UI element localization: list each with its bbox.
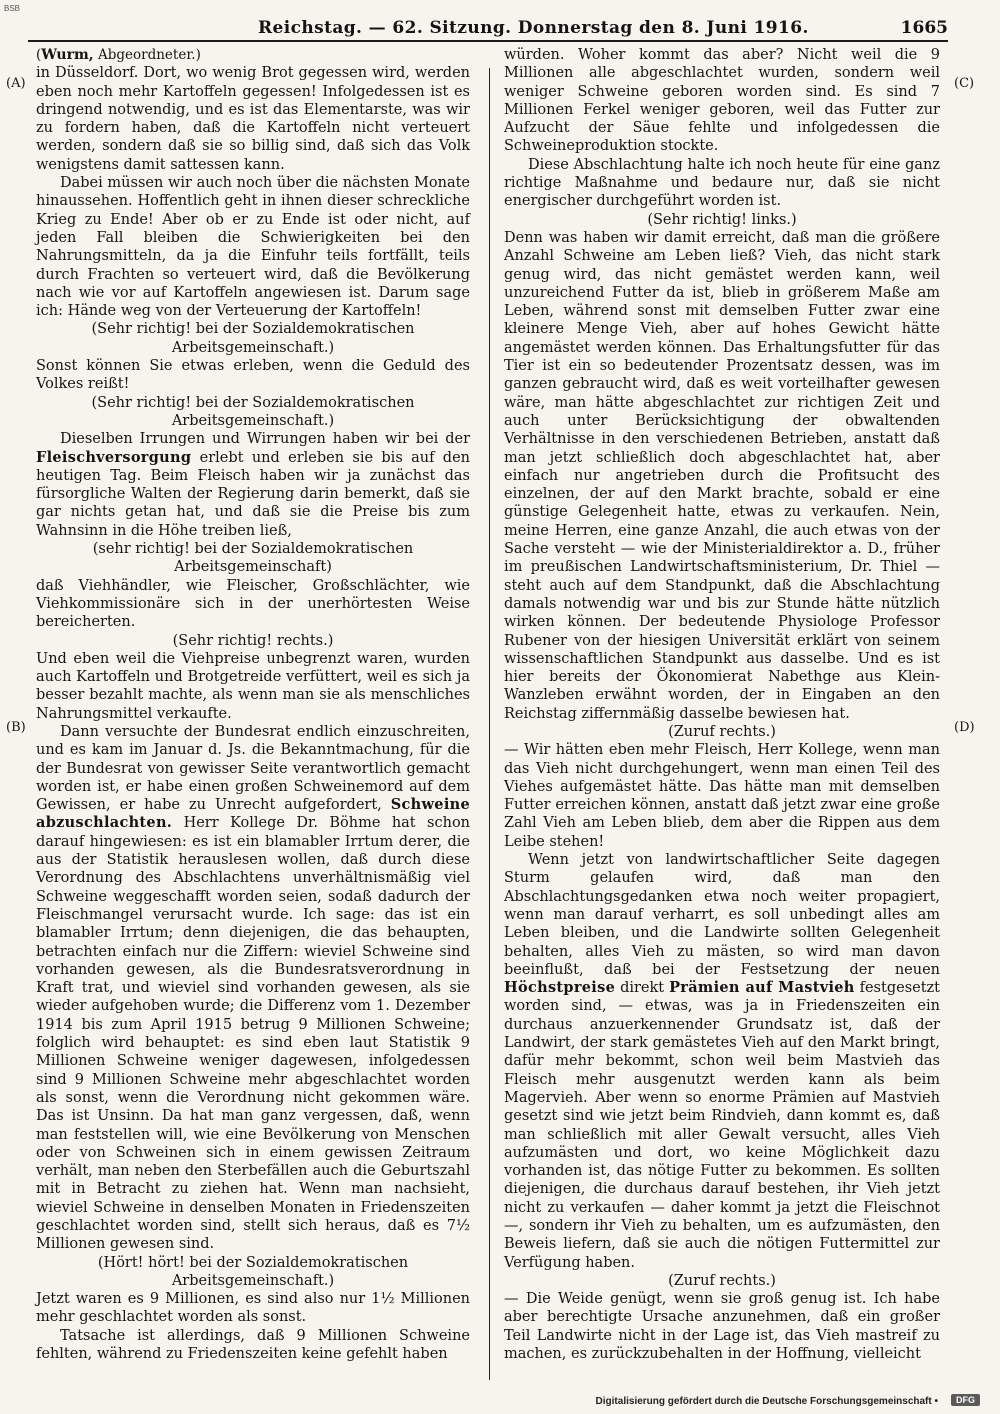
running-header <box>20 12 948 42</box>
paragraph <box>36 430 470 540</box>
paragraph: — Wir hätten eben mehr Fleisch, Herr Kollege, wenn man das Vieh nicht durchgehungert, wenn man einen Teil des Viehes aufgemästet hätte. Das hätte man mit demselben Futter erreichen können, anstatt daß jetzt zwar eine große Zahl Vieh am Leben blieb, dem aber die Rippen aus dem Leibe stehen! <box>504 742 940 850</box>
emphasis-term: Fleischversorgung <box>36 448 192 466</box>
paragraph: Sonst können Sie etwas erleben, wenn die Geduld des Volkes reißt! <box>36 358 470 393</box>
margin-letter-d: (D) <box>954 720 975 735</box>
text-run: Herr Kollege Dr. Böhme hat schon darauf hingewiesen: es ist ein blamabler Irrtum derer, die aus der Statistik herauslesen wollen, daß durch diese Verordnung des Abschlachtens unverhältnismäßig viel Schweine weggeschafft worden seien, sodaß dadurch der Fleischmangel verursacht wurde. Ich sage: das ist ein blamabler Irrtum; denn diejenigen, die das behaupten, betrachten einfach nur die Ziffern: wieviel Schweine sind vorhanden gewesen, als die Bundesratsverordnung in Kraft trat, und wieviel sind vorhanden gewesen, als sie wieder aufgehoben wurde; die Differenz vom 1. Dezember 1914 bis zum April 1915 betrug 9 Millionen Schweine; folglich wird behauptet: es sind eben laut Statistik 9 Millionen Schweine weniger dagewesen, infolgedessen sind 9 Millionen Schweine mehr abgeschlachtet worden als sonst, wenn die Verordnung nicht gekommen wäre. Das ist Unsinn. Da hat man ganz vergessen, daß, wenn man feststellen will, wie eine Bevölkerung von Menschen oder von Schweinen sich in einem gewissen Zeitraum verhält, man neben den Sterbefällen auch die Geburtszahl mit in Betracht zu ziehen hat. Wenn man nachsieht, wieviel Schweine in denselben Monaten in Friedenszeiten geschlachtet worden sind, stellt sich heraus, daß es 7½ Millionen gewesen sind. <box>36 815 471 1253</box>
page-number: 1665 <box>900 18 948 38</box>
paragraph: Tatsache ist allerdings, daß 9 Millionen Schweine fehlten, während zu Friedenszeiten keine gefehlt haben <box>36 1327 470 1363</box>
speaker-line: (Wurm, Abgeordneter.) <box>36 47 201 63</box>
header-rule <box>28 40 948 42</box>
library-mark: BSB <box>4 4 21 13</box>
paragraph: Dabei müssen wir auch noch über die nächsten Monate hinaussehen. Hoffentlich geht in ihnen dieser schreckliche Krieg zu Ende! Aber ob er zu Ende ist oder nicht, auf jeden Fall bleiben die Schwierigkeiten bei den Nahrungsmitteln, da ja die Einfuhr teils fortfällt, teils durch Frachten so verteuert wird, daß die Bevölkerung nach wie vor auf Kartoffeln angewiesen ist. Darum sage ich: Hände weg von der Verteuerung der Kartoffeln! <box>36 175 470 320</box>
paragraph <box>504 851 940 1272</box>
paragraph: in Düsseldorf. Dort, wo wenig Brot gegessen wird, werden eben noch mehr Kartoffeln gegessen! Infolgedessen ist es dringend notwendig, und es ist das Elementarste, was wir zu fordern haben, daß die Kartoffeln nicht verteuert werden, sondern daß sie so billig sind, daß sich das Volk wenigstens damit sattessen kann. <box>36 65 470 173</box>
interjection: (Zuruf rechts.) <box>668 1272 776 1289</box>
speaker-role: Abgeordneter.) <box>97 47 201 63</box>
emphasis-term: Schweine abzuschlachten. <box>36 796 470 832</box>
paragraph: würden. Woher kommt das aber? Nicht weil die 9 Millionen alle abgeschlachtet wurden, sondern weil weniger Schweine geboren worden sind. Es sind 7 Millionen Ferkel weniger geboren, weil das Futter zur Aufzucht der Säue fehlte und infolgedessen die Schweineproduktion stockte. <box>504 47 940 155</box>
text-run: festgesetzt worden sind, — etwas, was ja in Friedenszeiten ein durchaus anzuerkennender Grundsatz ist, daß der Landwirt, der stark gemästetes Vieh auf den Markt bringt, dafür mehr bekommt, schon weil beim Mastvieh das Fleisch mehr ausgenutzt werden kann als beim Magervieh. Aber wenn so enorme Prämien auf Mastvieh gesetzt sind wie jetzt beim Rindvieh, dann kommt es, daß man schließlich mit aller Gewalt versucht, alles Vieh aufzumästen und dort, wo keine Möglichkeit dazu vorhanden ist, das nötige Futter zu bekommen. Es sollten diejenigen, die durchaus darauf bestehen, ihr Vieh jetzt nicht zu verkaufen — daher kommt ja jetzt die Fleischnot —, sondern ihr Vieh zu behalten, um es aufzumästen, den Beweis liefern, daß sie auch die nötigen Futtermittel zur Verfügung haben. <box>504 980 941 1271</box>
emphasis-term: Prämien auf Mastvieh <box>669 979 855 997</box>
paragraph: Denn was haben wir damit erreicht, daß man die größere Anzahl Schweine am Leben ließ? Vieh, das nicht stark genug wird, das nicht gemästet werden kann, weil unzureichend Futter da ist, blieb in größerem Maße am Leben, während sonst mit demselben Futter zwar eine kleinere Menge Vieh, aber auf hohes Gewicht hätte angemästet werden können. Das Erhaltungsfutter für das Tier ist ein so bedeutender Prozentsatz dessen, was im ganzen gebraucht wird, daß es weit vorteilhafter gewesen wäre, man hätte abgeschlachtet zur richtigen Zeit und auch unter Berücksichtigung der obwaltenden Verhältnisse in den verschiedenen Betrieben, anstatt daß man jetzt schließlich doch abgeschlachtet hat, aber einfach nur angetrieben durch die Profitsucht des einzelnen, der auf den Markt brachte, sobald er eine günstige Gelegenheit hatte, etwas zu verkaufen. Nein, meine Herren, eine ganze Anzahl, die auch etwas von der Sache versteht — wie der Ministerialdirektor a. D., früher im preußischen Landwirtschaftsministerium, Dr. Thiel — steht auch auf dem Standpunkt, daß die Abschlachtung damals notwendig war und bis zur Stunde hätte nützlich wirken können. Der bedeutende Physiologe Professor Rubener von der hiesigen Universität erklärt von seinem wissenschaftlichen Standpunkt aus dasselbe. Und es ist hier bereits der Ökonomierat Nabethge aus Klein-Wanzleben erwähnt worden, der in Eingaben an den Reichstag ziffernmäßig dasselbe bewiesen hat. <box>504 229 940 722</box>
paragraph <box>36 723 470 1254</box>
text-run: Wenn jetzt von landwirtschaftlicher Seite dagegen Sturm gelaufen wird, daß man den Abschlachtungsgedanken etwa noch weiter propagiert, wenn man darauf verharrt, es soll unbedingt alles am Leben bleiben, und die Landwirte sollten Gelegenheit behalten, alles Vieh zu mästen, so wird man davon beeinflußt, daß bei der Festsetzung der neuen <box>504 852 940 978</box>
paragraph: daß Viehhändler, wie Fleischer, Großschlächter, wie Viehkommissionäre sich in der unerhörtesten Weise bereicherten. <box>36 577 470 631</box>
text-run: Dieselben Irrungen und Wirrungen haben wir bei der <box>60 431 470 448</box>
header-title: Reichstag. — 62. Sitzung. Donnerstag den 8. Juni 1916. <box>258 18 809 38</box>
emphasis-term: Höchstpreise <box>504 979 616 997</box>
interjection: (Hört! hört! bei der Sozialdemokratischen Arbeitsgemeinschaft.) <box>97 1254 409 1289</box>
paragraph: — Die Weide genügt, wenn sie groß genug ist. Ich habe aber berechtigte Ursache anzunehmen, daß ein großer Teil Landwirte nicht in der Lage ist, das Vieh mastreif zu machen, es zurückzubehalten in der Hoffnung, vielleicht <box>504 1291 940 1363</box>
speaker-name: Wurm, <box>41 47 94 63</box>
margin-letter-b: (B) <box>6 720 26 735</box>
paragraph: Jetzt waren es 9 Millionen, es sind also nur 1½ Millionen mehr geschlachtet worden als sonst. <box>36 1291 470 1326</box>
text-run: Dann versuchte der Bundesrat endlich einzuschreiten, und es kam im Januar d. Js. die Bekanntmachung, für die der Bundesrat von gewisser Seite verantwortlich gemacht worden ist, er habe einen großen Schweinemord auf dem Gewissen, er habe zu Unrecht aufgefordert, <box>36 723 470 814</box>
interjection: (sehr richtig! bei der Sozialdemokratischen Arbeitsgemeinschaft) <box>92 541 414 576</box>
text-run: direkt <box>620 980 665 997</box>
left-column <box>36 46 470 1363</box>
digitization-credit: Digitalisierung gefördert durch die Deutsche Forschungsgemeinschaft • <box>595 1396 938 1407</box>
paragraph: Diese Abschlachtung halte ich noch heute für eine ganz richtige Maßnahme und bedaure nur, daß sie nicht energischer durchgeführt worden ist. <box>504 156 940 210</box>
interjection: (Sehr richtig! bei der Sozialdemokratischen Arbeitsgemeinschaft.) <box>91 394 415 429</box>
margin-letter-a: (A) <box>6 76 26 91</box>
paragraph: Und eben weil die Viehpreise unbegrenzt waren, wurden auch Kartoffeln und Brotgetreide verfüttert, weil es sich ja besser bezahlt machte, als wenn man sie als menschliches Nahrungsmittel verkaufte. <box>36 650 470 722</box>
interjection: (Sehr richtig! bei der Sozialdemokratischen Arbeitsgemeinschaft.) <box>91 321 415 356</box>
margin-letter-c: (C) <box>954 76 975 91</box>
interjection: (Sehr richtig! rechts.) <box>172 632 334 649</box>
interjection: (Sehr richtig! links.) <box>647 211 797 228</box>
text-run: erlebt und erleben sie bis auf den heutigen Tag. Beim Fleisch haben wir ja zunächst das fürsorgliche Walten der Regierung darin bemerkt, daß sie gar nichts getan hat, und daß sie die Preise bis zum Wahnsinn in die Höhe treiben ließ, <box>36 449 470 539</box>
interjection: (Zuruf rechts.) <box>668 723 776 740</box>
right-column <box>504 46 940 1363</box>
dfg-logo: DFG <box>951 1394 980 1406</box>
column-divider <box>489 68 490 1380</box>
